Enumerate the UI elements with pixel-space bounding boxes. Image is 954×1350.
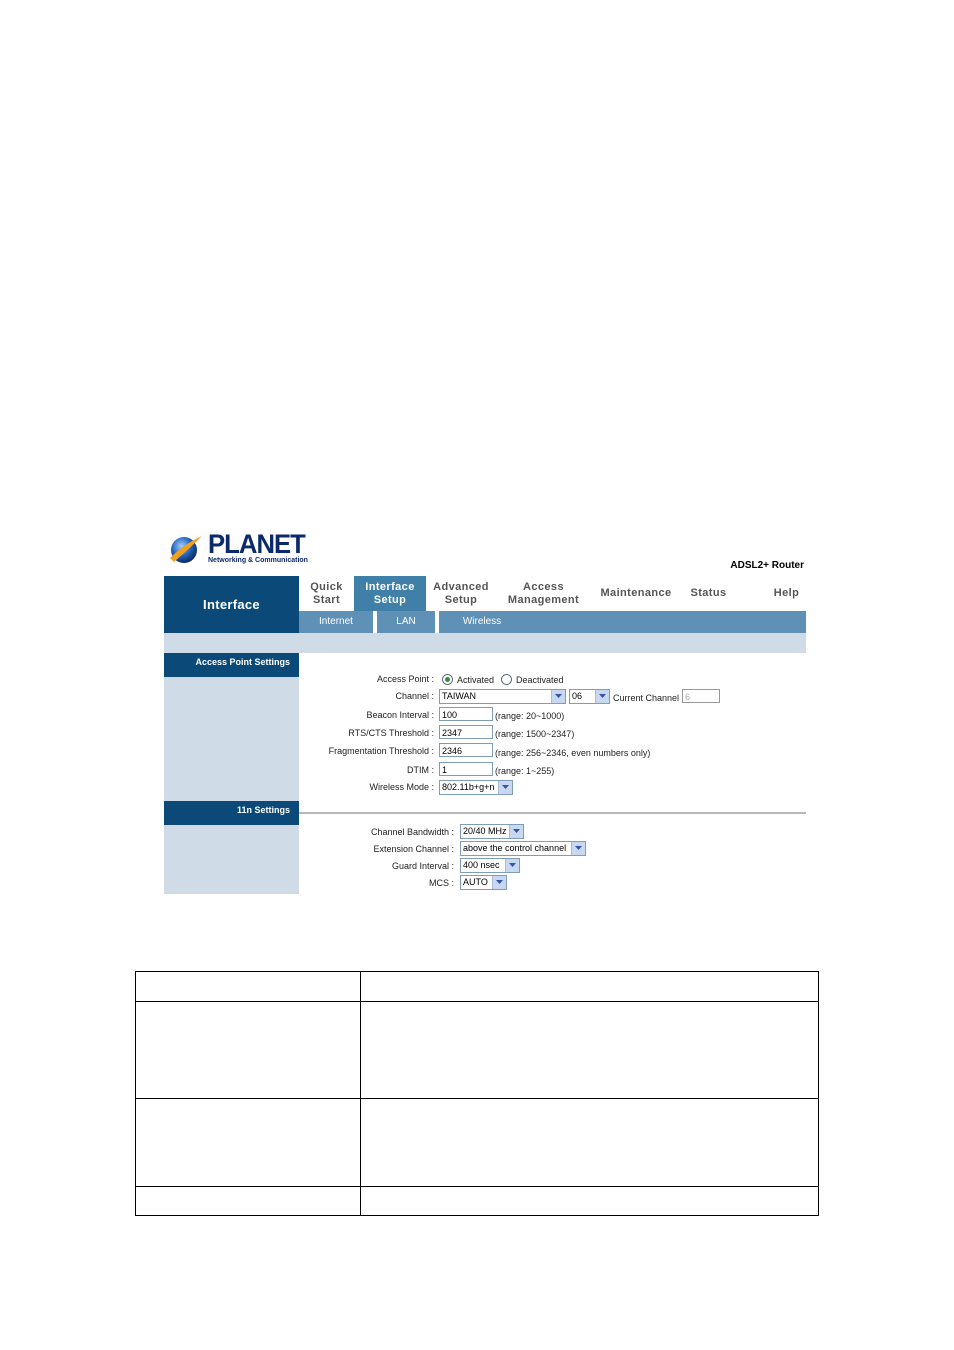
table-cell — [361, 1187, 819, 1216]
select-value: AUTO — [463, 877, 488, 887]
tab-label: Setup — [444, 593, 478, 606]
subtab-lan[interactable]: LAN — [396, 616, 416, 627]
table-row — [136, 1187, 819, 1216]
table-cell — [136, 1002, 361, 1099]
dtim-label: DTIM : — [407, 765, 434, 775]
guard-interval-select[interactable] — [460, 858, 520, 873]
chevron-down-icon — [498, 781, 512, 794]
side-column — [164, 653, 299, 894]
extension-channel-select[interactable] — [460, 841, 586, 856]
rts-threshold-input[interactable]: 2347 — [439, 725, 493, 739]
brand-name: PLANET — [208, 529, 305, 559]
globe-icon — [168, 530, 204, 566]
tab-label: Start — [312, 593, 341, 606]
tab-help[interactable] — [759, 576, 814, 611]
fragmentation-input[interactable]: 2346 — [439, 743, 493, 757]
radio-activated-label: Activated — [457, 675, 495, 685]
beacon-range: (range: 20~1000) — [495, 711, 565, 721]
chevron-down-icon — [571, 842, 585, 855]
table-cell — [136, 1099, 361, 1187]
tab-label: Quick — [310, 580, 343, 593]
channel-region-select[interactable] — [439, 689, 566, 704]
header-band — [164, 633, 806, 653]
chevron-down-icon — [551, 690, 565, 703]
tab-maintenance[interactable] — [591, 576, 681, 611]
table-cell — [361, 1002, 819, 1099]
table-row — [136, 972, 819, 1002]
guard-interval-label: Guard Interval : — [391, 861, 454, 871]
section-heading-11n: 11n Settings — [164, 801, 299, 825]
select-value: 06 — [572, 691, 583, 701]
current-channel-field: 6 — [682, 689, 720, 703]
tab-label: Setup — [373, 593, 407, 606]
channel-label: Channel : — [395, 691, 434, 701]
select-value: 400 nsec — [463, 860, 500, 870]
subtab-internet[interactable]: Internet — [319, 616, 353, 627]
beacon-interval-input[interactable]: 100 — [439, 707, 493, 721]
section-divider — [299, 812, 806, 814]
table-row — [136, 1099, 819, 1187]
subtab-wireless[interactable]: Wireless — [462, 616, 502, 627]
channel-bandwidth-select[interactable] — [460, 824, 524, 839]
tab-label: Management — [507, 593, 580, 606]
chevron-down-icon — [505, 859, 519, 872]
select-value: above the control channel — [463, 843, 567, 853]
table-row — [136, 1002, 819, 1099]
chevron-down-icon — [595, 690, 609, 703]
select-value: 20/40 MHz — [463, 826, 507, 836]
tab-advanced-setup[interactable] — [426, 576, 496, 611]
radio-deactivated-label: Deactivated — [516, 675, 564, 685]
chevron-down-icon — [509, 825, 523, 838]
brand-tagline: Networking & Communication — [208, 557, 308, 564]
table-cell — [361, 972, 819, 1002]
channel-bandwidth-label: Channel Bandwidth : — [370, 827, 454, 837]
rts-range: (range: 1500~2347) — [495, 729, 575, 739]
table-cell — [136, 1187, 361, 1216]
wireless-mode-label: Wireless Mode : — [369, 782, 434, 792]
beacon-interval-label: Beacon Interval : — [366, 710, 434, 720]
fragmentation-range: (range: 256~2346, even numbers only) — [495, 748, 651, 758]
channel-number-select[interactable] — [569, 689, 610, 704]
fragmentation-label: Fragmentation Threshold : — [328, 746, 434, 756]
tab-status[interactable] — [681, 576, 736, 611]
tab-label: Maintenance — [600, 587, 672, 599]
tab-access-management[interactable] — [496, 576, 591, 611]
chevron-down-icon — [492, 876, 506, 889]
tab-label: Interface — [365, 580, 415, 593]
tab-quick-start[interactable] — [299, 576, 354, 611]
router-screenshot — [164, 520, 834, 894]
section-heading-access-point: Access Point Settings — [164, 653, 299, 677]
tab-label: Advanced — [433, 580, 489, 593]
description-table — [135, 971, 819, 1216]
tab-label: Status — [690, 587, 727, 599]
tab-interface-setup[interactable] — [354, 576, 426, 611]
select-value: TAIWAN — [442, 691, 476, 701]
select-value: 802.11b+g+n — [442, 782, 495, 792]
access-point-label: Access Point : — [376, 674, 434, 684]
dtim-input[interactable]: 1 — [439, 762, 493, 776]
dtim-range: (range: 1~255) — [495, 766, 555, 776]
extension-channel-label: Extension Channel : — [373, 844, 454, 854]
radio-activated[interactable] — [442, 674, 453, 685]
wireless-mode-select[interactable] — [439, 780, 513, 795]
nav-section-title: Interface — [164, 576, 299, 633]
main-nav — [164, 576, 806, 611]
planet-logo — [168, 530, 308, 566]
radio-deactivated[interactable] — [501, 674, 512, 685]
mcs-select[interactable] — [460, 875, 507, 890]
tab-label: Access — [523, 580, 564, 593]
mcs-label: MCS : — [428, 878, 454, 888]
rts-threshold-label: RTS/CTS Threshold : — [348, 728, 434, 738]
sub-nav — [299, 611, 806, 633]
current-channel-label: Current Channel — [613, 693, 680, 703]
product-name: ADSL2+ Router — [730, 560, 804, 571]
tab-label: Help — [773, 587, 800, 599]
table-cell — [361, 1099, 819, 1187]
table-cell — [136, 972, 361, 1002]
